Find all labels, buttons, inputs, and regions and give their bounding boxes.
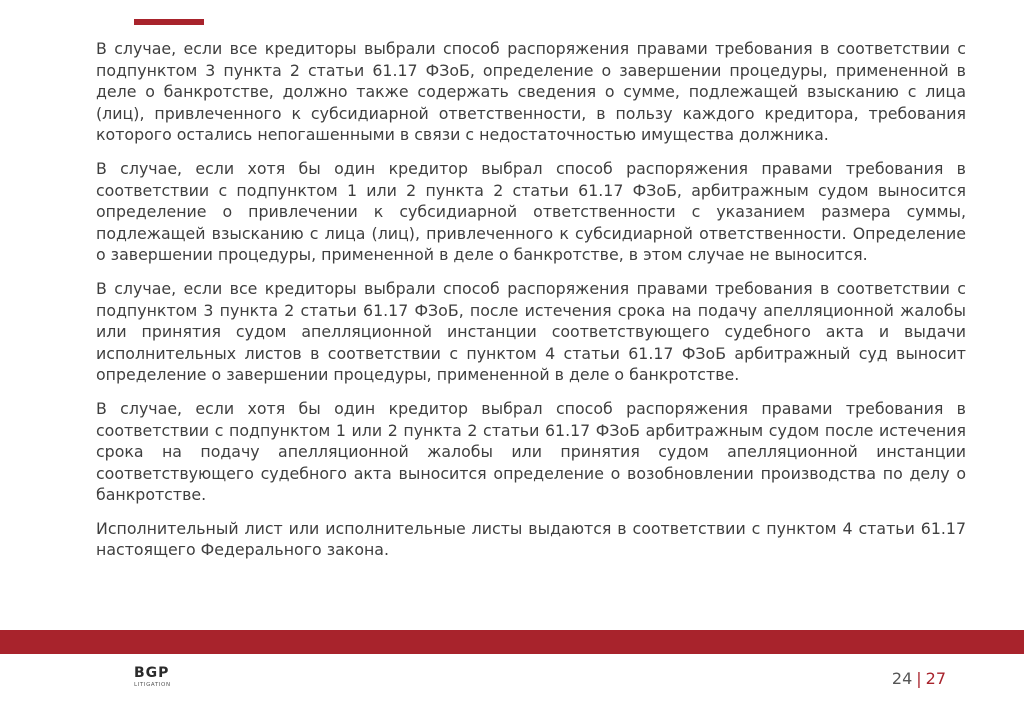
logo-main-text: BGP <box>134 665 170 681</box>
current-page: 24 <box>891 669 913 688</box>
paragraph-5: Исполнительный лист или исполнительные листы выдаются в соответствии с пунктом 4 статьи 61.17 настоящего Федерального закона. <box>96 518 966 560</box>
bgp-logo <box>134 665 180 691</box>
document-body <box>96 38 966 573</box>
logo-sub-text: LITIGATION <box>134 682 171 688</box>
paragraph-2: В случае, если хотя бы один кредитор выбрал способ распоряжения правами требования в соответствии с подпунктом 1 или 2 пункта 2 статьи 61.17 ФЗоБ, арбитражным судом выносится определение о привлечении к субсидиарной ответственности с указанием размера суммы, подлежащей взысканию с лица (лиц), привлеченного к субсидиарной ответственности. Определение о завершении процедуры, примененной в деле о банкротстве, в этом случае не выносится. <box>96 158 966 265</box>
top-accent-bar <box>134 19 204 25</box>
page-number <box>892 669 946 688</box>
paragraph-3: В случае, если все кредиторы выбрали способ распоряжения правами требования в соответствии с подпунктом 3 пункта 2 статьи 61.17 ФЗоБ, после истечения срока на подачу апелляционной жалобы или принятия судом апелляционной инстанции соответствующего судебного акта и выдачи исполнительных листов в соответствии с пунктом 4 статьи 61.17 ФЗоБ арбитражный суд выносит определение о завершении процедуры, примененной в деле о банкротстве. <box>96 278 966 385</box>
page-separator: | <box>916 669 922 688</box>
total-pages: 27 <box>925 669 946 688</box>
paragraph-1: В случае, если все кредиторы выбрали способ распоряжения правами требования в соответствии с подпунктом 3 пункта 2 статьи 61.17 ФЗоБ, определение о завершении процедуры, примененной в деле о банкротстве, должно также содержать сведения о сумме, подлежащей взысканию с лица (лиц), привлеченного к субсидиарной ответственности, в пользу каждого кредитора, требования которого остались непогашенными в связи с недостаточностью имущества должника. <box>96 39 966 145</box>
paragraph-4: В случае, если хотя бы один кредитор выбрал способ распоряжения правами требования в соответствии с подпунктом 1 или 2 пункта 2 статьи 61.17 ФЗоБ арбитражным судом после истечения срока на подачу апелляционной жалобы или принятия судом апелляционной инстанции соответствующего судебного акта выносится определение о возобновлении производства по делу о банкротстве. <box>96 398 966 505</box>
footer-band <box>0 630 1024 654</box>
